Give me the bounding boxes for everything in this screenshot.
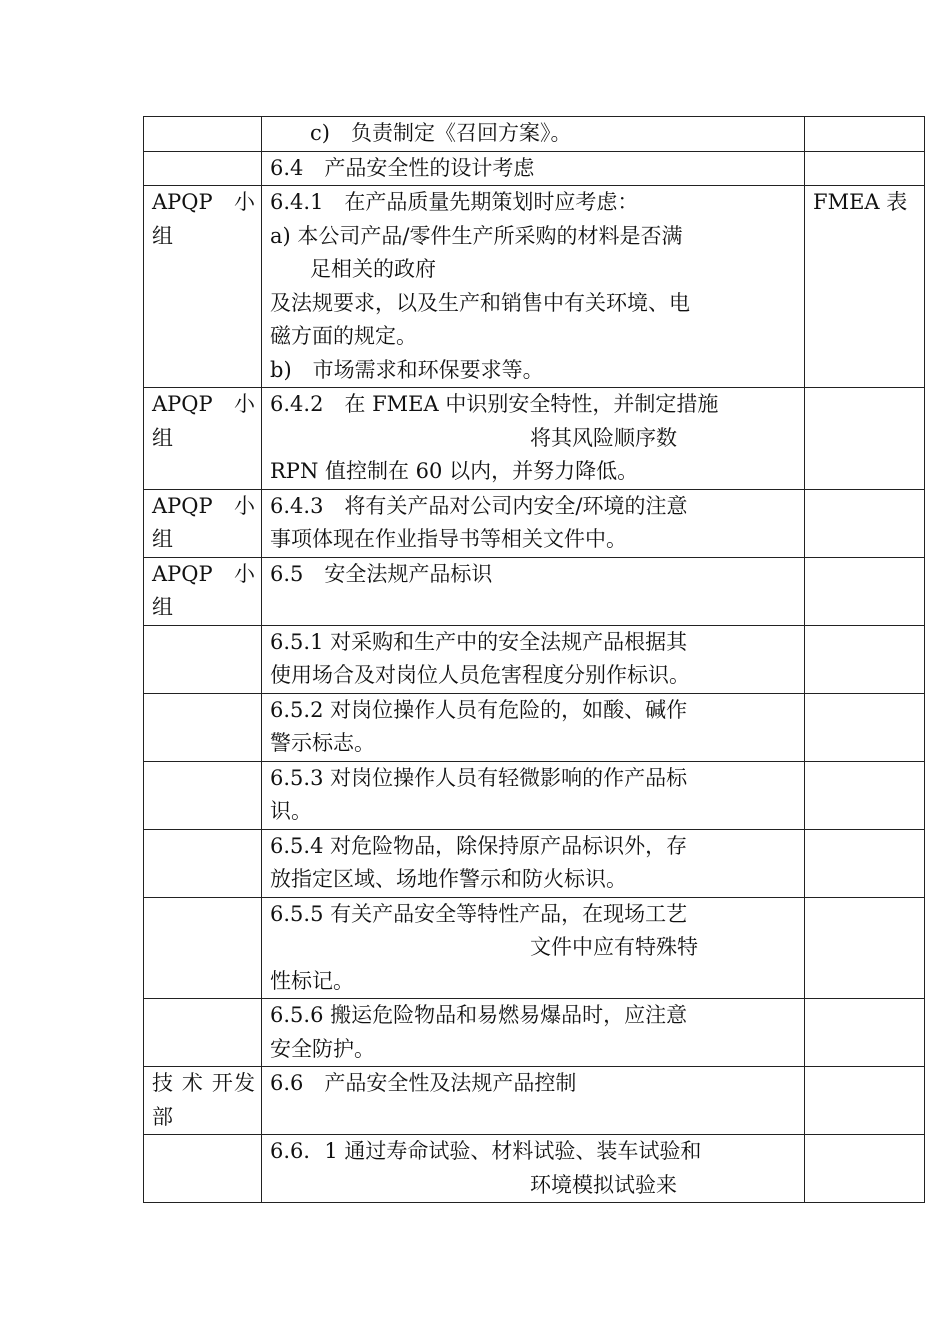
content-cell	[262, 388, 805, 490]
table-row	[144, 117, 925, 152]
responsible-cell	[144, 117, 262, 152]
content-cell	[262, 693, 805, 761]
content-line: 6.4 产品安全性的设计考虑	[270, 155, 535, 180]
record-cell	[805, 1067, 925, 1135]
procedure-table	[143, 116, 925, 1203]
content-cell	[262, 117, 805, 152]
content-line: 6.6．1 通过寿命试验、材料试验、装车试验和	[270, 1139, 702, 1163]
content-cell	[262, 897, 805, 999]
responsible-cell	[144, 829, 262, 897]
table-row	[144, 489, 925, 557]
content-line: 6.5.1 对采购和生产中的安全法规产品根据其	[270, 629, 688, 654]
table-row	[144, 829, 925, 897]
content-cell	[262, 829, 805, 897]
record-cell	[805, 897, 925, 999]
table-row	[144, 693, 925, 761]
responsible-cell	[144, 999, 262, 1067]
content-line: RPN 值控制在 60 以内，并努力降低。	[270, 459, 639, 483]
table-row	[144, 186, 925, 388]
responsible-cell	[144, 761, 262, 829]
content-cell	[262, 186, 805, 388]
content-cell	[262, 557, 805, 625]
record-cell	[805, 1135, 925, 1203]
record-cell	[805, 489, 925, 557]
record-cell	[805, 557, 925, 625]
content-line: 及法规要求，以及生产和销售中有关环境、电	[270, 290, 690, 315]
content-line: 6.5 安全法规产品标识	[270, 561, 493, 586]
responsible-cell: APQP 小组	[144, 489, 262, 557]
record-cell	[805, 151, 925, 186]
table-row	[144, 388, 925, 490]
responsible-cell: APQP 小组	[144, 186, 262, 388]
content-line: 事项体现在作业指导书等相关文件中。	[270, 527, 627, 551]
content-line: 6.5.4 对危险物品，除保持原产品标识外，存	[270, 833, 688, 858]
content-line: 使用场合及对岗位人员危害程度分别作标识。	[270, 663, 690, 687]
content-line: 放指定区域、场地作警示和防火标识。	[270, 867, 627, 891]
content-line: 识。	[270, 799, 312, 823]
content-cell	[262, 625, 805, 693]
responsible-cell	[144, 1135, 262, 1203]
content-line: 磁方面的规定。	[270, 324, 417, 348]
table-row	[144, 761, 925, 829]
record-cell	[805, 761, 925, 829]
record-cell	[805, 117, 925, 152]
content-line: 环境模拟试验来	[530, 1172, 677, 1197]
responsible-cell: APQP 小组	[144, 557, 262, 625]
content-line: 6.4.3 将有关产品对公司内安全/环境的注意	[270, 493, 688, 518]
content-cell	[262, 151, 805, 186]
content-cell	[262, 489, 805, 557]
responsible-cell	[144, 151, 262, 186]
content-cell	[262, 1135, 805, 1203]
content-line: a) 本公司产品/零件生产所采购的材料是否满	[270, 223, 683, 248]
table-row	[144, 1135, 925, 1203]
record-cell	[805, 999, 925, 1067]
content-cell	[262, 1067, 805, 1135]
content-cell	[262, 761, 805, 829]
content-line: 6.4.1 在产品质量先期策划时应考虑：	[270, 190, 639, 214]
responsible-cell	[144, 625, 262, 693]
content-line: 6.5.5 有关产品安全等特性产品，在现场工艺	[270, 901, 688, 926]
responsible-cell	[144, 897, 262, 999]
content-line: 6.5.3 对岗位操作人员有轻微影响的作产品标	[270, 765, 688, 790]
content-line: 将其风险顺序数	[530, 425, 677, 450]
table-row	[144, 625, 925, 693]
content-line: c) 负责制定《召回方案》。	[310, 121, 572, 145]
content-line: 6.6 产品安全性及法规产品控制	[270, 1071, 577, 1095]
content-line: 性标记。	[270, 968, 354, 993]
content-line: 安全防护。	[270, 1036, 375, 1061]
table-row	[144, 557, 925, 625]
content-line: 6.5.2 对岗位操作人员有危险的，如酸、碱作	[270, 697, 688, 722]
responsible-cell: 技 术 开发部	[144, 1067, 262, 1135]
content-line: b) 市场需求和环保要求等。	[270, 357, 544, 382]
table-row	[144, 151, 925, 186]
content-line: 6.5.6 搬运危险物品和易燃易爆品时，应注意	[270, 1003, 688, 1027]
table-row	[144, 999, 925, 1067]
content-line: 6.4.2 在 FMEA 中识别安全特性，并制定措施	[270, 392, 719, 416]
record-cell	[805, 693, 925, 761]
table-row	[144, 897, 925, 999]
responsible-cell: APQP 小组	[144, 388, 262, 490]
responsible-cell	[144, 693, 262, 761]
record-cell	[805, 829, 925, 897]
record-cell	[805, 388, 925, 490]
content-line: 足相关的政府	[310, 257, 436, 281]
content-line: 文件中应有特殊特	[530, 935, 698, 959]
content-cell	[262, 999, 805, 1067]
table-row	[144, 1067, 925, 1135]
record-cell	[805, 625, 925, 693]
content-line: 警示标志。	[270, 731, 375, 755]
record-cell: FMEA 表	[805, 186, 925, 388]
